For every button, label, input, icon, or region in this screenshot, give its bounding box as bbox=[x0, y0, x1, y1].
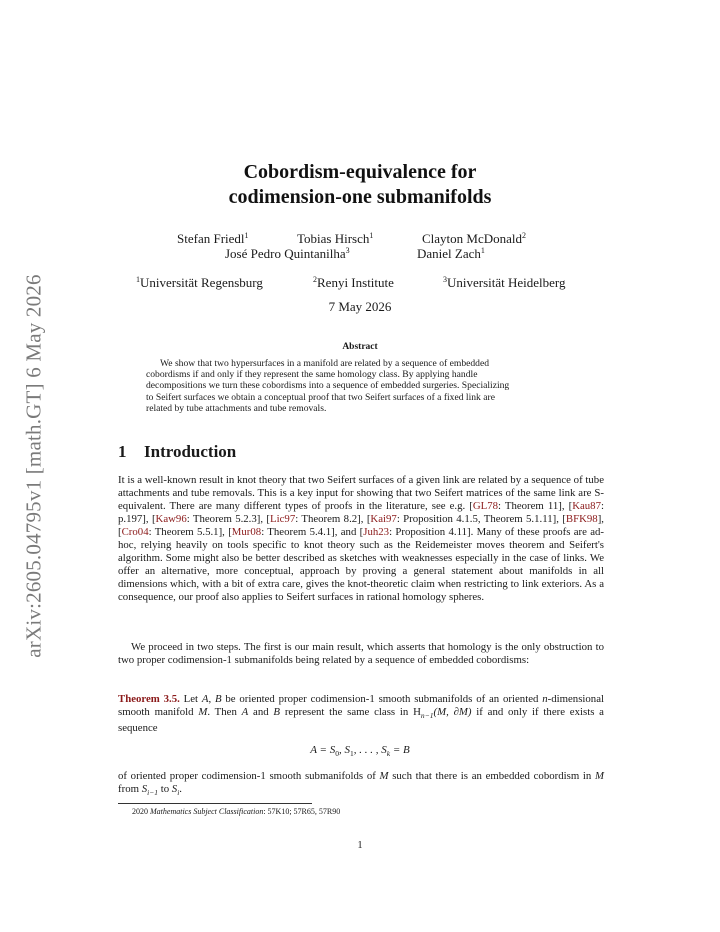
author-2: Tobias Hirsch$^1$ bbox=[297, 231, 374, 246]
author-3: Clayton McDonald$^2$ bbox=[422, 231, 527, 246]
affiliation-1: $^1$Universität Regensburg bbox=[136, 275, 263, 290]
citation-kau87[interactable]: Kau87 bbox=[572, 500, 601, 513]
abstract-heading: Abstract bbox=[342, 342, 378, 352]
display-equation: $A = S_0$, $S_1$, . . . , $S_k = B$ bbox=[310, 744, 410, 759]
abstract-line: We show that two hypersurfaces in a manifold are related by a sequence of embedded bbox=[160, 358, 490, 369]
theorem-label-link[interactable]: Theorem 3.5. bbox=[118, 693, 180, 705]
footnote-msc: 2020 Mathematics Subject Classification: 57K10; 57R65, 57R90 bbox=[132, 807, 341, 816]
abstract-body bbox=[146, 358, 574, 414]
author-4: José Pedro Quintanilha$^3$ bbox=[225, 246, 350, 261]
paper-title-line-1: Cobordism-equivalence for bbox=[243, 161, 477, 183]
citation-cro04[interactable]: Cro04 bbox=[121, 526, 149, 539]
abstract-line: to Seifert surfaces we obtain a conceptual proof that two Seifert surfaces of a fixed link are bbox=[146, 391, 495, 403]
abstract-line: related by tube attachments and tube removals. bbox=[146, 402, 327, 414]
citation-mur08[interactable]: Mur08 bbox=[231, 526, 262, 539]
citation-lic97[interactable]: Lic97 bbox=[270, 513, 296, 526]
paper-date: 7 May 2026 bbox=[328, 299, 392, 314]
theorem-continuation: of oriented proper codimension-1 smooth submanifolds of M such that there is an embedded cobordism in M from $S_{i-1}$ to $S_i$. bbox=[118, 770, 604, 798]
affiliation-2: $^2$Renyi Institute bbox=[313, 275, 394, 290]
paper-title-line-2: codimension-one submanifolds bbox=[228, 186, 492, 208]
section-heading: 1 Introduction bbox=[118, 442, 237, 461]
abstract-line: cobordisms if and only if they represent the same homology class. By applying handle bbox=[146, 369, 478, 381]
intro-paragraph-2: We proceed in two steps. The first is our main result, which asserts that homology is the only obstruction to two proper codimension-1 submanifolds being related by a sequence of embedded cobordisms: bbox=[118, 641, 604, 667]
author-5: Daniel Zach$^1$ bbox=[417, 246, 485, 261]
citation-kai97[interactable]: Kai97 bbox=[370, 513, 397, 526]
citation-juh23[interactable]: Juh23 bbox=[363, 526, 390, 539]
affiliation-3: $^3$Universität Heidelberg bbox=[443, 275, 566, 290]
arxiv-identifier: arXiv:2605.04795v1 [math.GT] 6 May 2026 bbox=[21, 274, 46, 658]
intro-paragraph-1: It is a well-known result in knot theory that two Seifert surfaces of a given link are related by a sequence of tube attachments and tube removals. This is a key input for showing that two Seifert matrices of the same link are S-equivalent. There are many different types of proofs in the literature, see e.g. [GL78: Theorem 11], [Kau87: p.197], [Kaw96: Theorem 5.2.3], [Lic97: Theorem 8.2], [Kai97: Proposition 4.1.5, Theorem 5.1.11], [BFK98], [Cro04: Theorem 5.5.1], [Mur08: Theorem 5.4.1], and [Juh23: Proposition 4.11]. Many of these proofs are ad-hoc, relying heavily on tools specific to knot theory such as the Reidemeister moves theorem and Seifert's algorithm. Some might also be better described as sketches with weaknesses especially in the case of links. We offer an alternative, more conceptual, approach by proving a general statement about manifolds in all dimensions which, with a bit of extra care, gives the knot-theoretic claim when restricting to link exteriors. As a consequence, our proof also applies to Seifert surfaces in rational homology spheres. bbox=[118, 474, 604, 604]
theorem-statement: Theorem 3.5. Let A, B be oriented proper codimension-1 smooth submanifolds of an oriented n-dimensional smooth manifold M. Then A and B represent the same class in $H_{n-1}(M$, ∂M) if and only if there exists a sequence bbox=[118, 693, 604, 735]
citation-bfk98[interactable]: BFK98 bbox=[565, 513, 598, 526]
citation-gl78[interactable]: GL78 bbox=[472, 500, 499, 513]
abstract-line: decompositions we turn these cobordisms into a sequence of embedded surgeries. Specializing bbox=[146, 380, 510, 392]
author-1: Stefan Friedl$^1$ bbox=[177, 231, 249, 246]
page-number: 1 bbox=[357, 840, 363, 851]
citation-kaw96[interactable]: Kaw96 bbox=[155, 513, 187, 526]
footnote-rule bbox=[118, 803, 312, 804]
